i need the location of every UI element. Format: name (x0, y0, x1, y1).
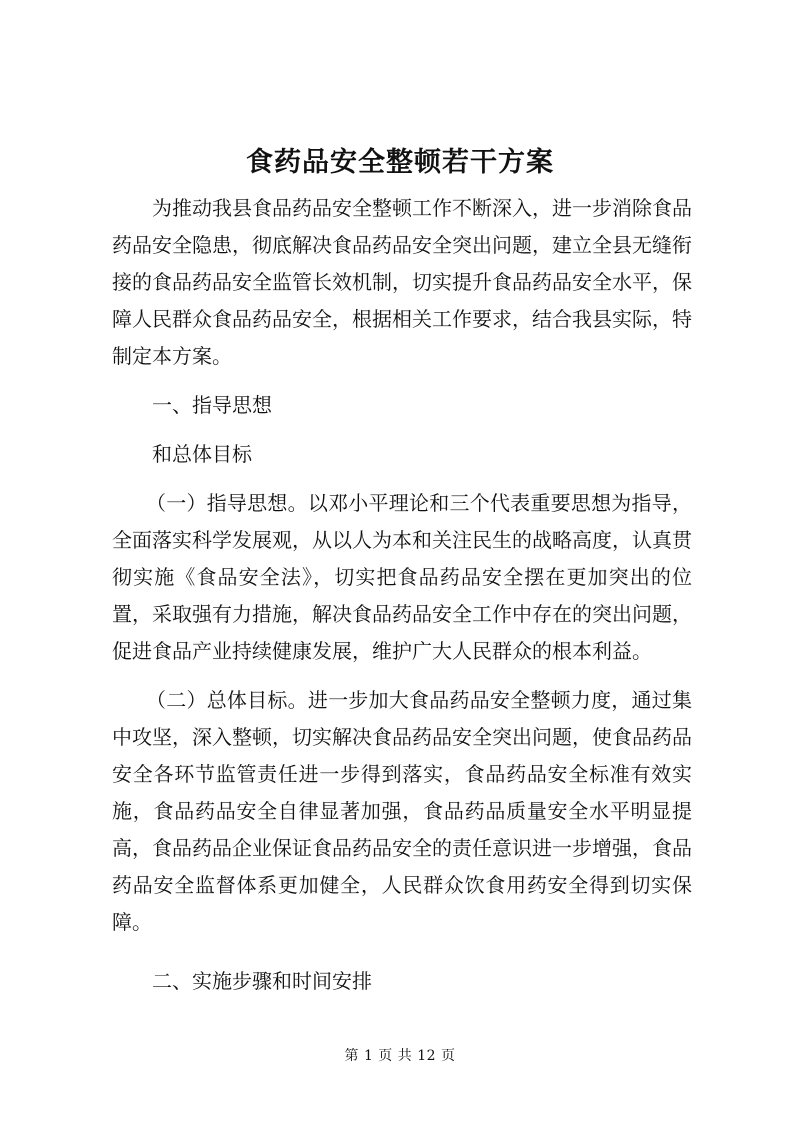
section-heading-1-continued: 和总体目标 (152, 442, 252, 466)
intro-paragraph: 为推动我县食品药品安全整顿工作不断深入，进一步消除食品药品安全隐患，彻底解决食品药品安全突出问题，建立全县无缝衔接的食品药品安全监管长效机制，切实提升食品药品安全水平，保障人民群众食品药品安全，根据相关工作要求，结合我县实际，特制定本方案。 (112, 196, 692, 368)
overall-goals-paragraph: （二）总体目标。进一步加大食品药品安全整顿力度，通过集中攻坚，深入整顿，切实解决食品药品安全突出问题，使食品药品安全各环节监管责任进一步得到落实，食品药品安全标准有效实施，食品药品安全自律显著加强，食品药品质量安全水平明显提高，食品药品企业保证食品药品安全的责任意识进一步增强，食品药品安全监督体系更加健全，人民群众饮食用药安全得到切实保障。 (112, 688, 692, 934)
document-body (112, 190, 692, 1000)
page-number-footer: 第 1 页 共 12 页 (344, 1048, 456, 1064)
section-heading-2: 二、实施步骤和时间安排 (152, 969, 372, 993)
section-heading-1: 一、指导思想 (152, 393, 272, 417)
document-title: 食药品安全整顿若干方案 (246, 147, 554, 178)
guiding-ideology-paragraph: （一）指导思想。以邓小平理论和三个代表重要思想为指导，全面落实科学发展观，从以人为本和关注民生的战略高度，认真贯彻实施《食品安全法》，切实把食品药品安全摆在更加突出的位置，采取强有力措施，解决食品药品安全工作中存在的突出问题，促进食品产业持续健康发展，维护广大人民群众的根本利益。 (112, 491, 692, 663)
